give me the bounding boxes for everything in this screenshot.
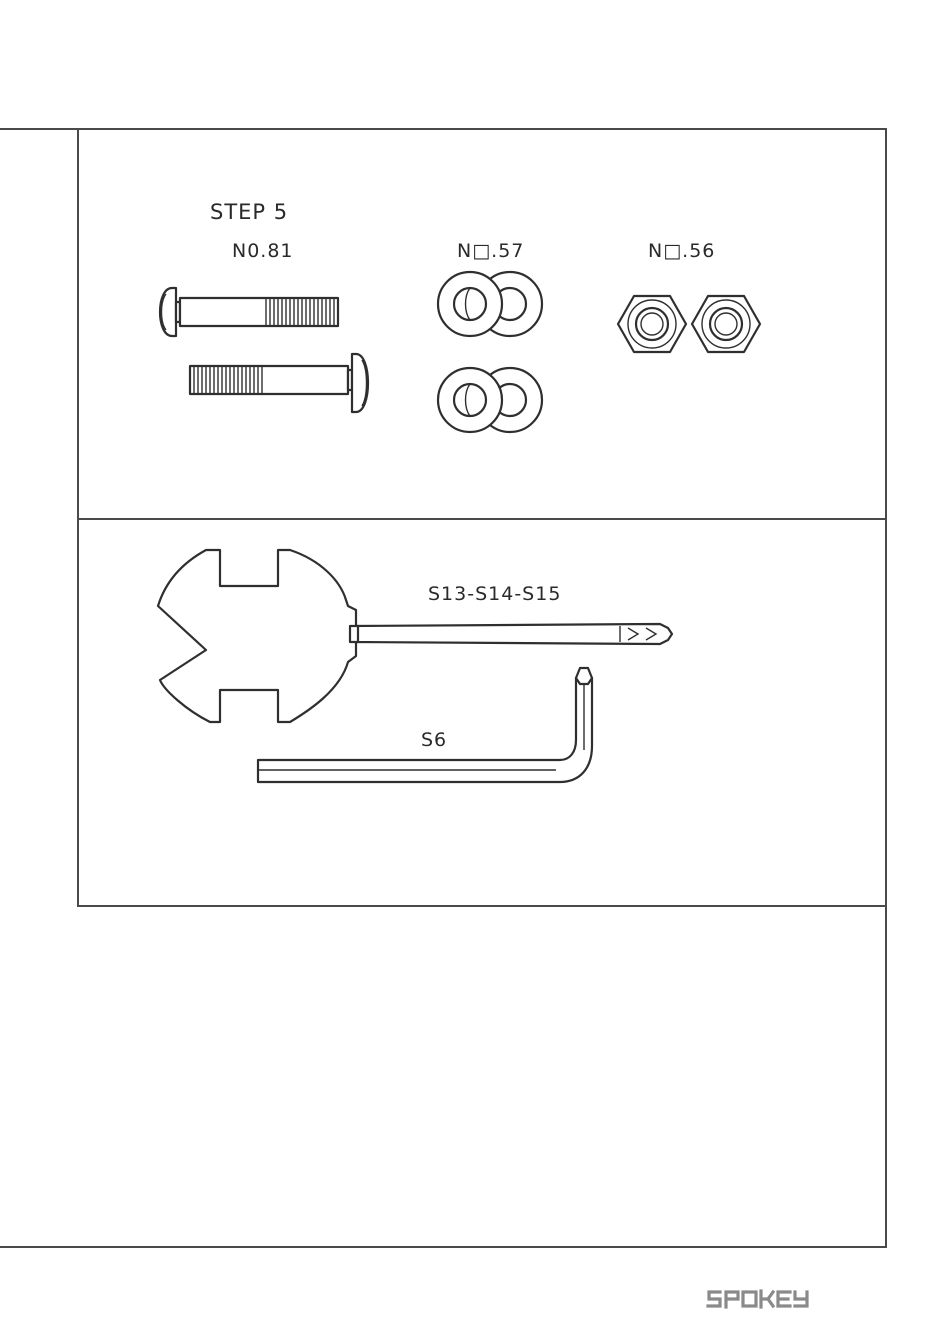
nut-drawing xyxy=(612,290,772,360)
wrench-code: S13-S14-S15 xyxy=(428,583,562,605)
frame-bottom xyxy=(0,1246,887,1248)
top-left-rule xyxy=(0,128,78,130)
step-title: STEP 5 xyxy=(210,200,289,224)
spokey-logo xyxy=(706,1289,812,1309)
washer-pair-top xyxy=(438,272,542,336)
bolt-top xyxy=(160,288,338,336)
section-divider xyxy=(78,518,887,520)
frame-right xyxy=(885,128,887,1248)
frame-top xyxy=(78,128,887,130)
hex-key-drawing xyxy=(250,660,610,790)
frame-middle xyxy=(78,905,887,907)
washer-code: N□.57 xyxy=(457,240,525,262)
nut-right xyxy=(692,296,760,352)
nut-left xyxy=(618,296,686,352)
bolt-drawing xyxy=(150,280,390,420)
hex-key-code: S6 xyxy=(421,729,448,751)
bolt-code: N0.81 xyxy=(232,240,294,262)
bolt-bottom xyxy=(190,354,368,412)
nut-code: N□.56 xyxy=(648,240,716,262)
washer-pair-bottom xyxy=(438,368,542,432)
washer-drawing xyxy=(430,268,550,443)
